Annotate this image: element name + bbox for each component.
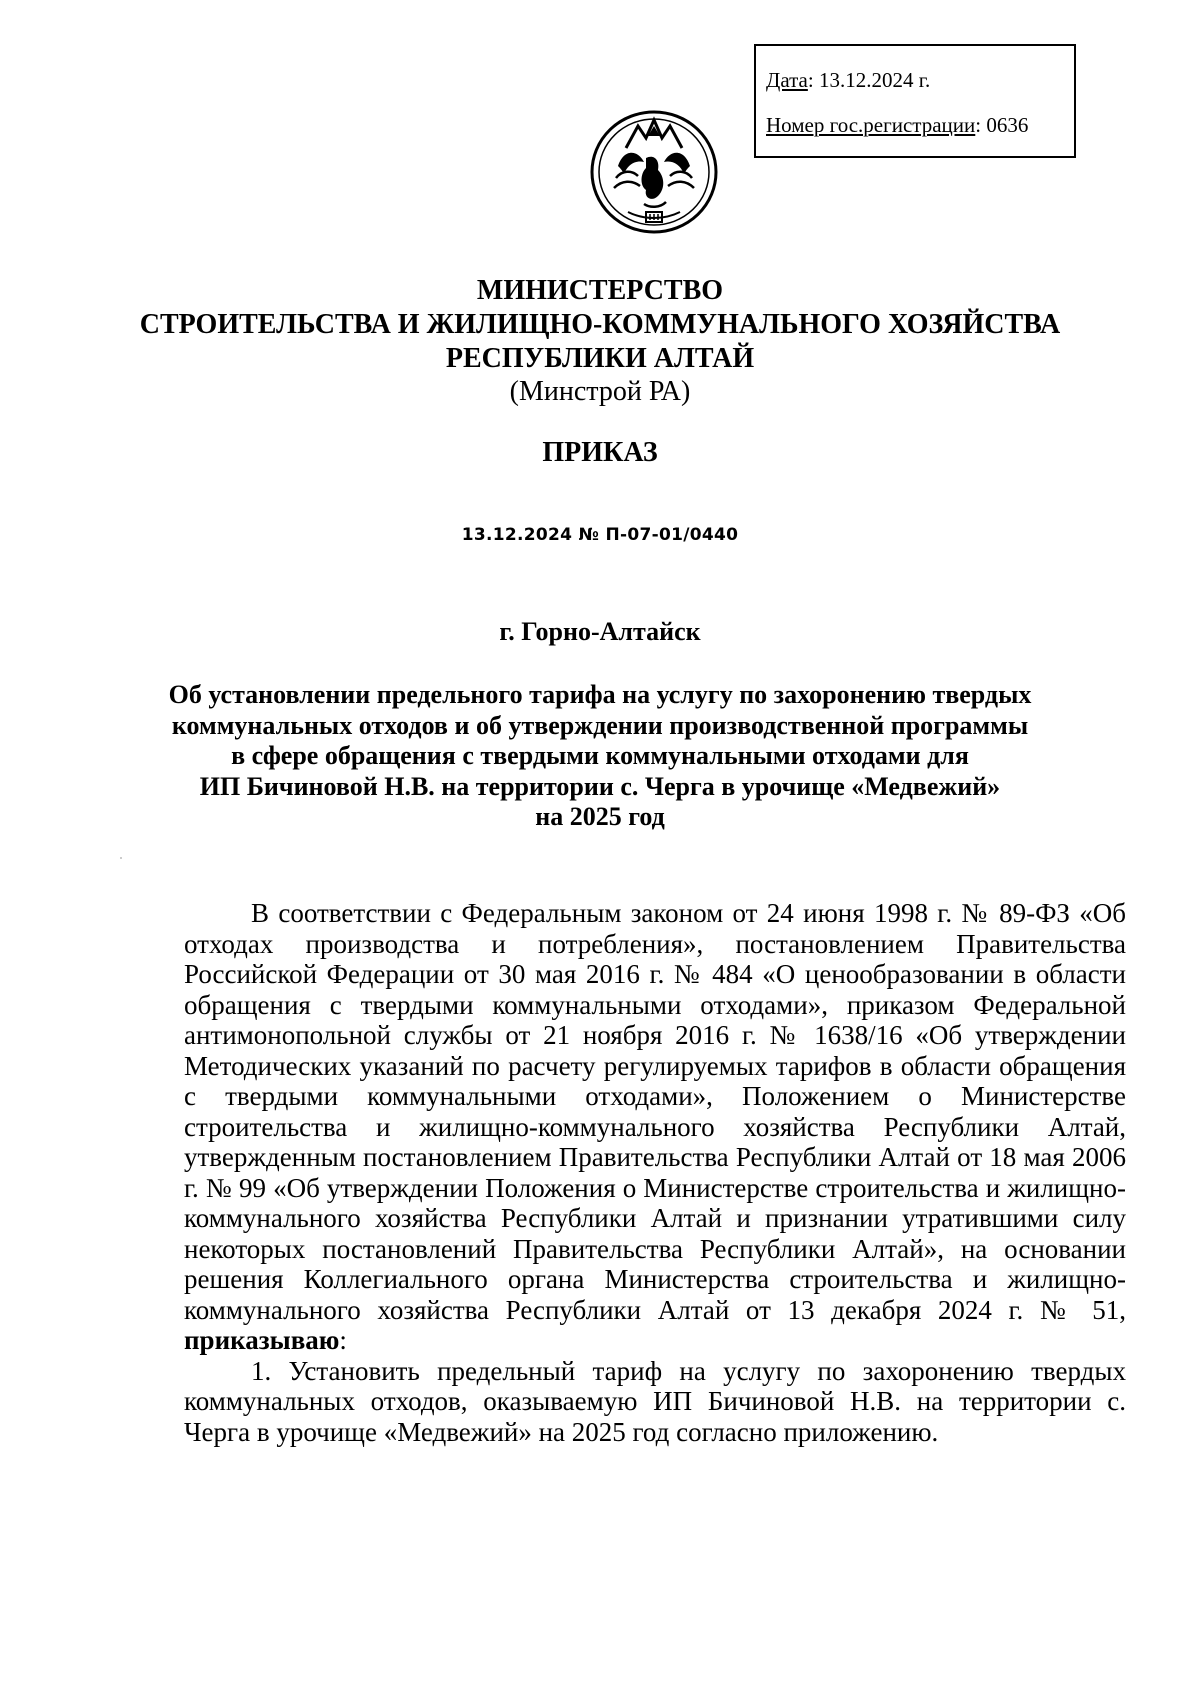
- registration-number-label: Номер гос.регистрации: [766, 113, 976, 137]
- organization-name: [0, 274, 1200, 376]
- scan-speck: [120, 857, 122, 859]
- coat-of-arms-icon: [588, 108, 720, 236]
- organization-short-name: (Минстрой РА): [509, 376, 691, 407]
- registration-stamp: [754, 44, 1076, 158]
- document-type: ПРИКАЗ: [542, 437, 658, 468]
- preamble-text: В соответствии с Федеральным законом от 24 июня 1998 г. № 89-ФЗ «Об отходах производства и потребления», постановлением Правительства Российской Федерации от 30 мая 2016 г. № 484 «О ценообразовании в области обращения с твердыми коммунальными отходами», приказом Федеральной антимонопольной службы от 21 ноября 2016 г. № 1638/16 «Об утверждении Методических указаний по расчету регулируемых тарифов в области обращения с твердыми коммунальными отходами», Положением о Министерстве строительства и жилищно-коммунального хозяйства Республики Алтай, утвержденным постановлением Правительства Республики Алтай от 18 мая 2006 г. № 99 «Об утверждении Положения о Министерстве строительства и жилищно-коммунального хозяйства Республики Алтай и признании утратившими силу некоторых постановлений Правительства Республики Алтай», на основании решения Коллегиального органа Министерства строительства и жилищно-коммунального хозяйства Республики Алтай от 13 декабря 2024 г. № 51,: [184, 898, 1126, 1325]
- title-line-3: в сфере обращения с твердыми коммунальными отходами для: [231, 741, 969, 770]
- document-title: [0, 680, 1200, 833]
- order-word: приказываю: [184, 1325, 340, 1355]
- item-1-paragraph: 1. Установить предельный тариф на услугу по захоронению твердых коммунальных отходов, оказываемую ИП Бичиновой Н.В. на территории с. Черга в урочище «Медвежий» на 2025 год согласно приложению.: [184, 1355, 1126, 1447]
- registration-number: [766, 115, 1074, 136]
- organization-line-2: СТРОИТЕЛЬСТВА И ЖИЛИЩНО-КОММУНАЛЬНОГО ХОЗЯЙСТВА: [139, 309, 1061, 340]
- title-line-5: на 2025 год: [535, 802, 665, 831]
- preamble-paragraph: [184, 898, 1126, 1356]
- organization-line-1: МИНИСТЕРСТВО: [476, 275, 724, 306]
- order-colon: :: [339, 1325, 347, 1355]
- registration-number-value: : 0636: [975, 113, 1029, 137]
- registration-date-label: Дата: [766, 68, 808, 92]
- document-city: г. Горно-Алтайск: [499, 617, 701, 646]
- document-number: 13.12.2024 № П-07-01/0440: [461, 525, 739, 545]
- title-line-2: коммунальных отходов и об утверждении производственной программы: [171, 710, 1029, 740]
- organization-line-3: РЕСПУБЛИКИ АЛТАЙ: [445, 343, 755, 374]
- title-line-4: ИП Бичиновой Н.В. на территории с. Черга в урочище «Медвежий»: [199, 771, 1001, 801]
- title-line-1: Об установлении предельного тарифа на услугу по захоронению твердых: [168, 680, 1032, 709]
- registration-date-value: : 13.12.2024 г.: [807, 68, 931, 92]
- registration-date: [766, 70, 1074, 91]
- document-body: [184, 898, 1126, 1447]
